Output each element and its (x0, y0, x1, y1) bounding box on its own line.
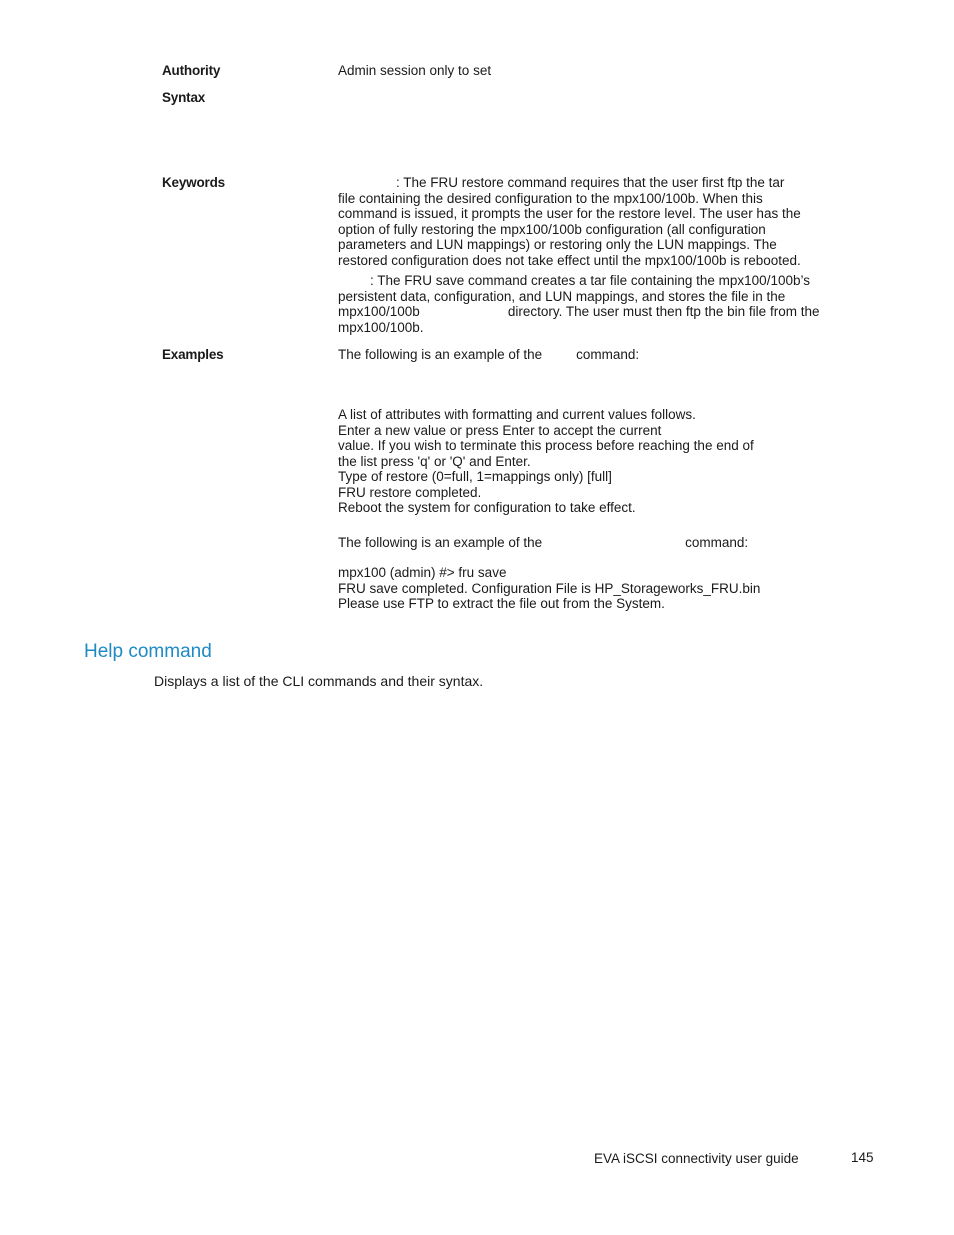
output-line: mpx100 (admin) #> fru save (338, 565, 507, 580)
save-line-part: directory. The user must then ftp the bin file from the (507, 304, 820, 319)
restore-line: command is issued, it prompts the user for the restore level. The user has the (338, 206, 801, 221)
restore-line: file containing the desired configuration to the mpx100/100b. When this (338, 190, 763, 206)
save-example-output (338, 565, 760, 612)
keyword-save-description (338, 273, 819, 335)
examples-label: Examples (162, 347, 224, 362)
output-line: the list press 'q' or 'Q' and Enter. (338, 453, 531, 469)
restore-line: parameters and LUN mappings) or restoring only the LUN mappings. The (338, 237, 777, 252)
restore-line: restored configuration does not take effect until the mpx100/100b is rebooted. (338, 252, 801, 268)
output-line: value. If you wish to terminate this process before reaching the end of (338, 438, 754, 453)
help-command-heading: Help command (84, 641, 212, 662)
output-line: A list of attributes with formatting and current values follows. (338, 407, 696, 422)
output-line: Type of restore (0=full, 1=mappings only) [full] (338, 469, 612, 484)
output-line: FRU restore completed. (338, 484, 482, 500)
help-command-description: Displays a list of the CLI commands and their syntax. (154, 673, 484, 689)
footer-guide-title: EVA iSCSI connectivity user guide (594, 1151, 799, 1166)
save-line-part: mpx100/100b (338, 304, 420, 319)
save-line: mpx100/100b. (338, 319, 424, 335)
output-line: FRU save completed. Configuration File is HP_Storageworks_FRU.bin (338, 580, 761, 596)
output-line: Please use FTP to extract the file out from the System. (338, 596, 665, 611)
save-line: persistent data, configuration, and LUN mappings, and stores the file in the (338, 288, 786, 304)
restore-example-output (338, 407, 754, 516)
restore-line: : The FRU restore command requires that the user first ftp the tar (396, 175, 785, 190)
output-line: Enter a new value or press Enter to accept the current (338, 422, 662, 438)
save-line: : The FRU save command creates a tar file containing the mpx100/100b’s (370, 273, 810, 288)
keyword-restore-description (338, 175, 801, 268)
restore-line: option of fully restoring the mpx100/100b configuration (all configuration (338, 221, 766, 237)
keywords-label: Keywords (162, 175, 225, 190)
authority-text: Admin session only to set (338, 63, 492, 78)
syntax-label: Syntax (162, 90, 206, 105)
save-line-split (338, 304, 819, 320)
example-intro-save: The following is an example of the command: (338, 535, 749, 550)
output-line: Reboot the system for configuration to take effect. (338, 500, 636, 515)
example-intro-restore: The following is an example of the command: (338, 347, 640, 362)
authority-label: Authority (162, 63, 221, 78)
page-number: 145 (851, 1150, 874, 1165)
